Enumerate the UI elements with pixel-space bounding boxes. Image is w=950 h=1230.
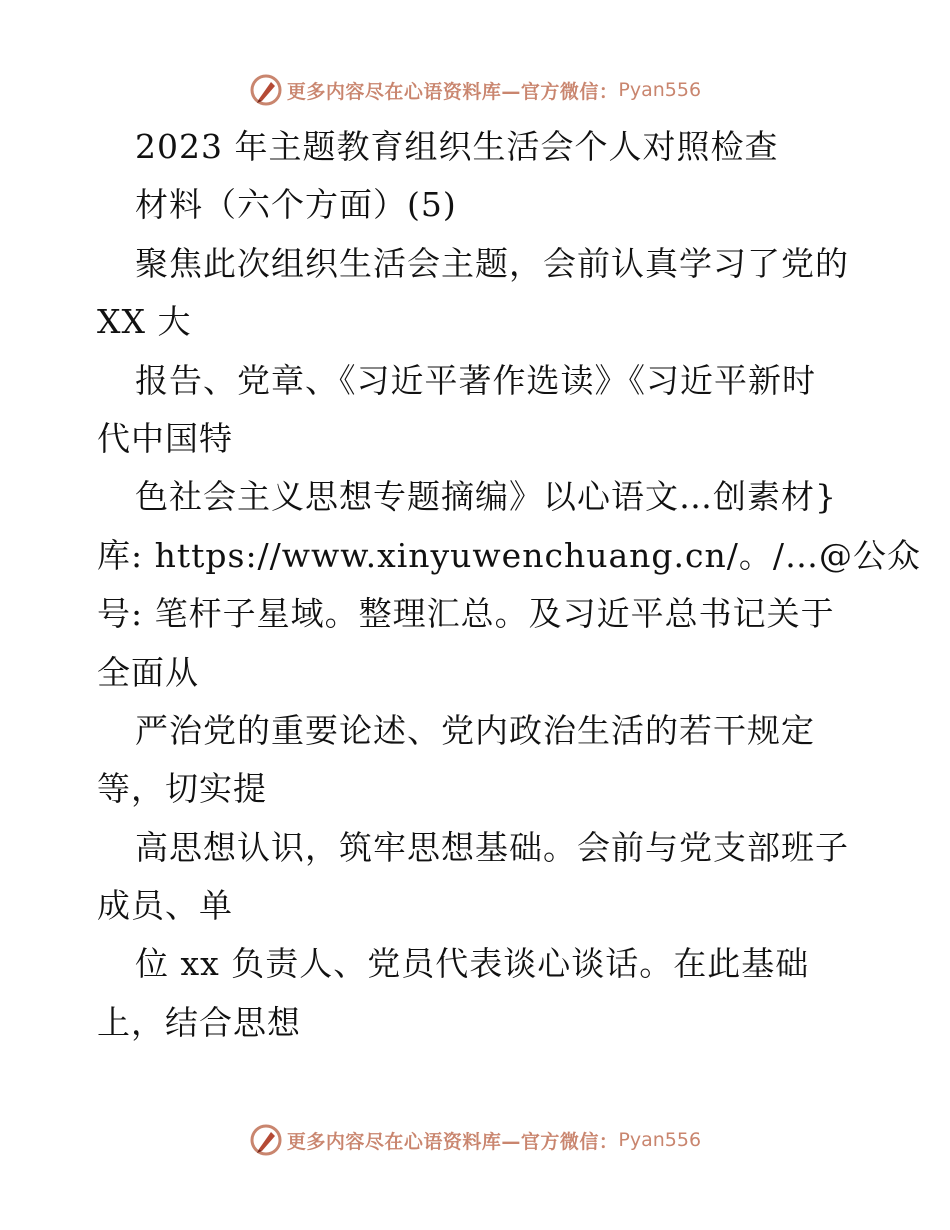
body-line: 库: https://www.xinyuwenchuang.cn/。/…@公众 <box>97 535 921 575</box>
header-banner-text: 更多内容尽在心语资料库—官方微信： <box>286 80 619 103</box>
body-line: 色社会主义思想专题摘编》以心语文…创素材} <box>135 477 837 517</box>
title-line-2: 材料（六个方面）(5) <box>135 185 457 225</box>
pen-nib-logo-icon <box>249 73 283 107</box>
title-line-1: 2023 年主题教育组织生活会个人对照检查 <box>135 127 779 166</box>
header-banner-wechat-id: Pyan556 <box>618 79 702 101</box>
body-line: 成员、单 <box>97 886 233 926</box>
body-line: XX 大 <box>97 302 192 342</box>
document-body <box>97 118 921 1052</box>
footer-watermark-banner <box>0 1120 950 1160</box>
body-line: 全面从 <box>97 652 199 692</box>
footer-banner-text: 更多内容尽在心语资料库—官方微信： <box>286 1130 619 1153</box>
body-line: 报告、党章、《习近平著作选读》《习近平新时 <box>135 360 816 400</box>
body-line: 严治党的重要论述、党内政治生活的若干规定 <box>135 710 815 750</box>
body-line: 号: 笔杆子星域。整理汇总。及习近平总书记关于 <box>97 594 835 634</box>
body-line: 高思想认识，筑牢思想基础。会前与党支部班子 <box>135 827 849 867</box>
header-watermark-banner <box>0 70 950 110</box>
footer-banner-wechat-id: Pyan556 <box>618 1129 702 1151</box>
body-line: 上，结合思想 <box>97 1002 301 1042</box>
body-line: 代中国特 <box>97 418 233 458</box>
pen-nib-logo-icon <box>249 1123 283 1157</box>
body-line: 位 xx 负责人、党员代表谈心谈话。在此基础 <box>135 944 810 984</box>
body-line: 等，切实提 <box>97 769 267 809</box>
body-line: 聚焦此次组织生活会主题，会前认真学习了党的 <box>135 243 849 283</box>
